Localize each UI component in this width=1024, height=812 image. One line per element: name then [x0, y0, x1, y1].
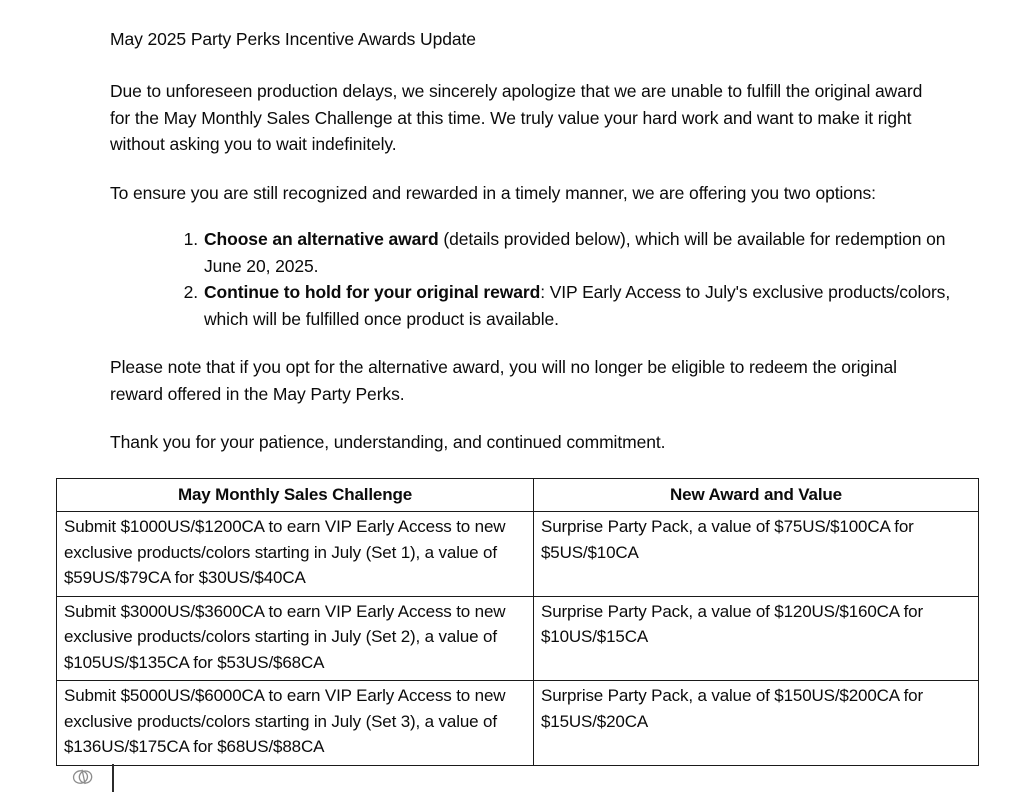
option-1-rest: (details provided below), which will be available for redemption on June 20, 2025.: [204, 229, 946, 276]
list-item: [178, 279, 978, 332]
option-1-lead: Choose an alternative award: [204, 229, 439, 249]
award-table: [56, 478, 979, 766]
page-title: May 2025 Party Perks Incentive Awards Update: [110, 29, 476, 49]
options-list: [110, 226, 978, 332]
column-header-award: New Award and Value: [534, 478, 979, 512]
list-item: [178, 226, 978, 279]
table-row: [57, 512, 979, 597]
notice-paragraph: Please note that if you opt for the alternative award, you will no longer be eligible to redeem the original reward offered in the May Party Perks.: [110, 357, 897, 404]
watermark-logo-icon: [68, 765, 98, 789]
cell-award: Surprise Party Pack, a value of $120US/$160CA for $10US/$15CA: [534, 596, 979, 681]
cell-challenge: Submit $1000US/$1200CA to earn VIP Early Access to new exclusive products/colors starting in July (Set 1), a value of $59US/$79CA for $30US/$40CA: [57, 512, 534, 597]
column-header-challenge: May Monthly Sales Challenge: [57, 478, 534, 512]
table-row: [57, 681, 979, 766]
text-cursor: [112, 764, 114, 792]
table-header-row: [57, 478, 979, 512]
cell-challenge: Submit $3000US/$3600CA to earn VIP Early Access to new exclusive products/colors starting in July (Set 2), a value of $105US/$135CA for $53US/$68CA: [57, 596, 534, 681]
table-row: [57, 596, 979, 681]
thank-you-paragraph: Thank you for your patience, understanding, and continued commitment.: [110, 432, 666, 452]
cell-award: Surprise Party Pack, a value of $150US/$200CA for $15US/$20CA: [534, 681, 979, 766]
intro-paragraph: Due to unforeseen production delays, we sincerely apologize that we are unable to fulfill the original award for the May Monthly Sales Challenge at this time. We truly value your hard work and want to make it right without asking you to wait indefinitely.: [110, 81, 923, 154]
option-2-rest: : VIP Early Access to July's exclusive products/colors, which will be fulfilled once product is available.: [204, 282, 951, 329]
cell-award: Surprise Party Pack, a value of $75US/$100CA for $5US/$10CA: [534, 512, 979, 597]
cell-challenge: Submit $5000US/$6000CA to earn VIP Early Access to new exclusive products/colors starting in July (Set 3), a value of $136US/$175CA for $68US/$88CA: [57, 681, 534, 766]
option-2-lead: Continue to hold for your original reward: [204, 282, 541, 302]
options-intro-paragraph: To ensure you are still recognized and rewarded in a timely manner, we are offering you two options:: [110, 182, 876, 203]
